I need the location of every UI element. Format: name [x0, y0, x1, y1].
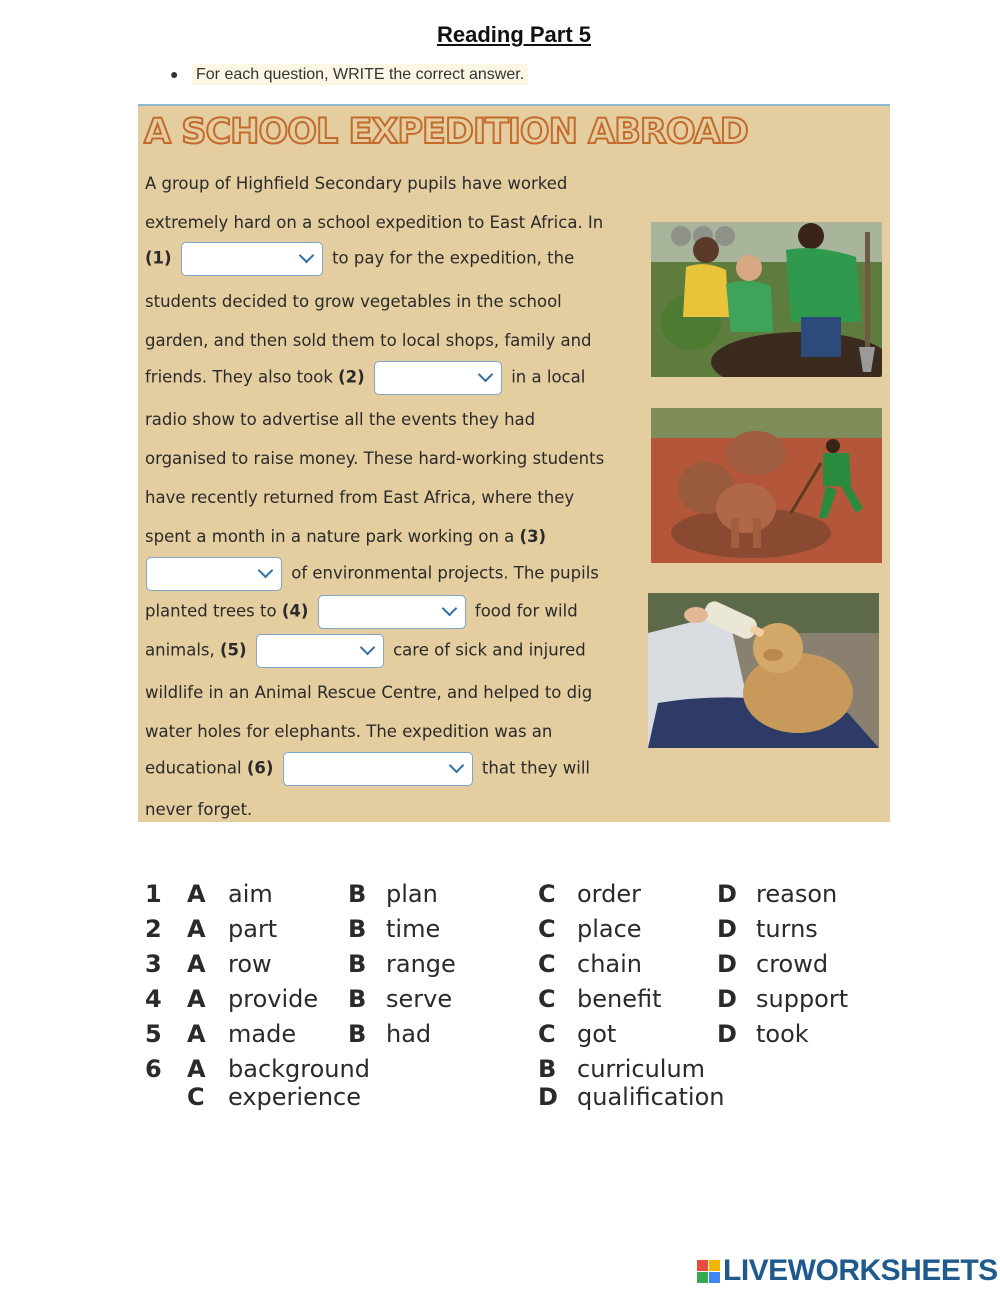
instruction — [170, 66, 528, 84]
bullet-icon: ● — [170, 66, 179, 82]
option-text: took — [756, 1020, 809, 1048]
answer-dropdown-2[interactable] — [374, 361, 502, 395]
option-letter: D — [717, 985, 737, 1013]
option-letter: A — [187, 915, 206, 943]
answer-dropdown-1[interactable] — [181, 242, 323, 276]
chevron-down-icon — [448, 758, 464, 774]
students-planting-photo — [651, 222, 882, 377]
chevron-down-icon — [441, 601, 457, 617]
option-letter: A — [187, 950, 206, 978]
instruction-text: For each question, WRITE the correct answer. — [192, 64, 528, 85]
option-letter: D — [717, 880, 737, 908]
option-text: turns — [756, 915, 818, 943]
option-text: qualification — [577, 1083, 725, 1111]
option-letter: D — [538, 1083, 558, 1111]
article-line: educational (6) that they will — [145, 752, 590, 786]
chevron-down-icon — [299, 248, 315, 264]
option-text: time — [386, 915, 441, 943]
option-letter: C — [538, 1020, 556, 1048]
option-letter: B — [348, 880, 367, 908]
option-text: crowd — [756, 950, 829, 978]
option-letter: A — [187, 985, 206, 1013]
option-text: curriculum — [577, 1055, 706, 1083]
elephants-mud-photo — [651, 408, 882, 563]
article-line: organised to raise money. These hard-working students — [145, 449, 605, 468]
option-text: background — [228, 1055, 370, 1083]
question-number: 2 — [145, 915, 162, 943]
article-line: A group of Highfield Secondary pupils have worked — [145, 174, 568, 193]
option-text: made — [228, 1020, 297, 1048]
option-letter: D — [717, 915, 737, 943]
question-number: 5 — [145, 1020, 162, 1048]
question-number: 1 — [145, 880, 162, 908]
option-letter: C — [538, 915, 556, 943]
option-text: benefit — [577, 985, 662, 1013]
lion-cub-feeding-photo — [648, 593, 879, 748]
article-panel — [138, 104, 890, 822]
article-line: have recently returned from East Africa, where they — [145, 488, 575, 507]
option-text: row — [228, 950, 272, 978]
article-line: extremely hard on a school expedition to East Africa. In — [145, 213, 604, 232]
option-letter: A — [187, 1055, 206, 1083]
chevron-down-icon — [258, 563, 274, 579]
answer-dropdown-5[interactable] — [256, 634, 384, 668]
article-line: animals, (5) care of sick and injured — [145, 634, 586, 668]
article-line: garden, and then sold them to local shops, family and — [145, 331, 592, 350]
answer-dropdown-6[interactable] — [283, 752, 473, 786]
option-text: serve — [386, 985, 453, 1013]
answer-dropdown-3[interactable] — [146, 557, 282, 591]
article-line: never forget. — [145, 800, 253, 819]
option-text: had — [386, 1020, 432, 1048]
option-text: experience — [228, 1083, 362, 1111]
option-text: range — [386, 950, 456, 978]
option-letter: D — [717, 1020, 737, 1048]
option-text: part — [228, 915, 278, 943]
option-letter: C — [538, 985, 556, 1013]
option-letter: A — [187, 1020, 206, 1048]
question-number: 3 — [145, 950, 162, 978]
chevron-down-icon — [360, 640, 376, 656]
logo-text: LIVEWORKSHEETS — [723, 1254, 998, 1287]
chevron-down-icon — [478, 367, 494, 383]
option-text: place — [577, 915, 642, 943]
option-letter: B — [348, 1020, 367, 1048]
option-text: support — [756, 985, 849, 1013]
article-line: (1) to pay for the expedition, the — [145, 242, 574, 276]
option-letter: B — [348, 915, 367, 943]
option-text: provide — [228, 985, 319, 1013]
article-line: of environmental projects. The pupils — [146, 557, 599, 591]
option-letter: B — [348, 950, 367, 978]
logo-blocks-icon — [697, 1260, 721, 1284]
option-letter: C — [538, 950, 556, 978]
option-text: chain — [577, 950, 642, 978]
option-letter: A — [187, 880, 206, 908]
article-line: friends. They also took (2) in a local — [145, 361, 585, 395]
option-text: order — [577, 880, 641, 908]
option-letter: C — [538, 880, 556, 908]
option-letter: B — [348, 985, 367, 1013]
article-line: wildlife in an Animal Rescue Centre, and helped to dig — [145, 683, 593, 702]
article-headline: A SCHOOL EXPEDITION ABROAD — [144, 112, 748, 152]
option-letter: B — [538, 1055, 557, 1083]
option-letter: C — [187, 1083, 205, 1111]
answer-dropdown-4[interactable] — [318, 595, 466, 629]
article-line: radio show to advertise all the events they had — [145, 410, 536, 429]
option-letter: D — [717, 950, 737, 978]
option-text: plan — [386, 880, 438, 908]
page-title: Reading Part 5 — [436, 22, 592, 47]
option-text: got — [577, 1020, 617, 1048]
question-number: 6 — [145, 1055, 162, 1083]
option-text: aim — [228, 880, 273, 908]
article-line: students decided to grow vegetables in the school — [145, 292, 562, 311]
question-number: 4 — [145, 985, 162, 1013]
article-line: water holes for elephants. The expedition was an — [145, 722, 553, 741]
article-line: spent a month in a nature park working on a (3) — [145, 527, 547, 546]
article-line: planted trees to (4) food for wild — [145, 595, 578, 629]
option-text: reason — [756, 880, 838, 908]
